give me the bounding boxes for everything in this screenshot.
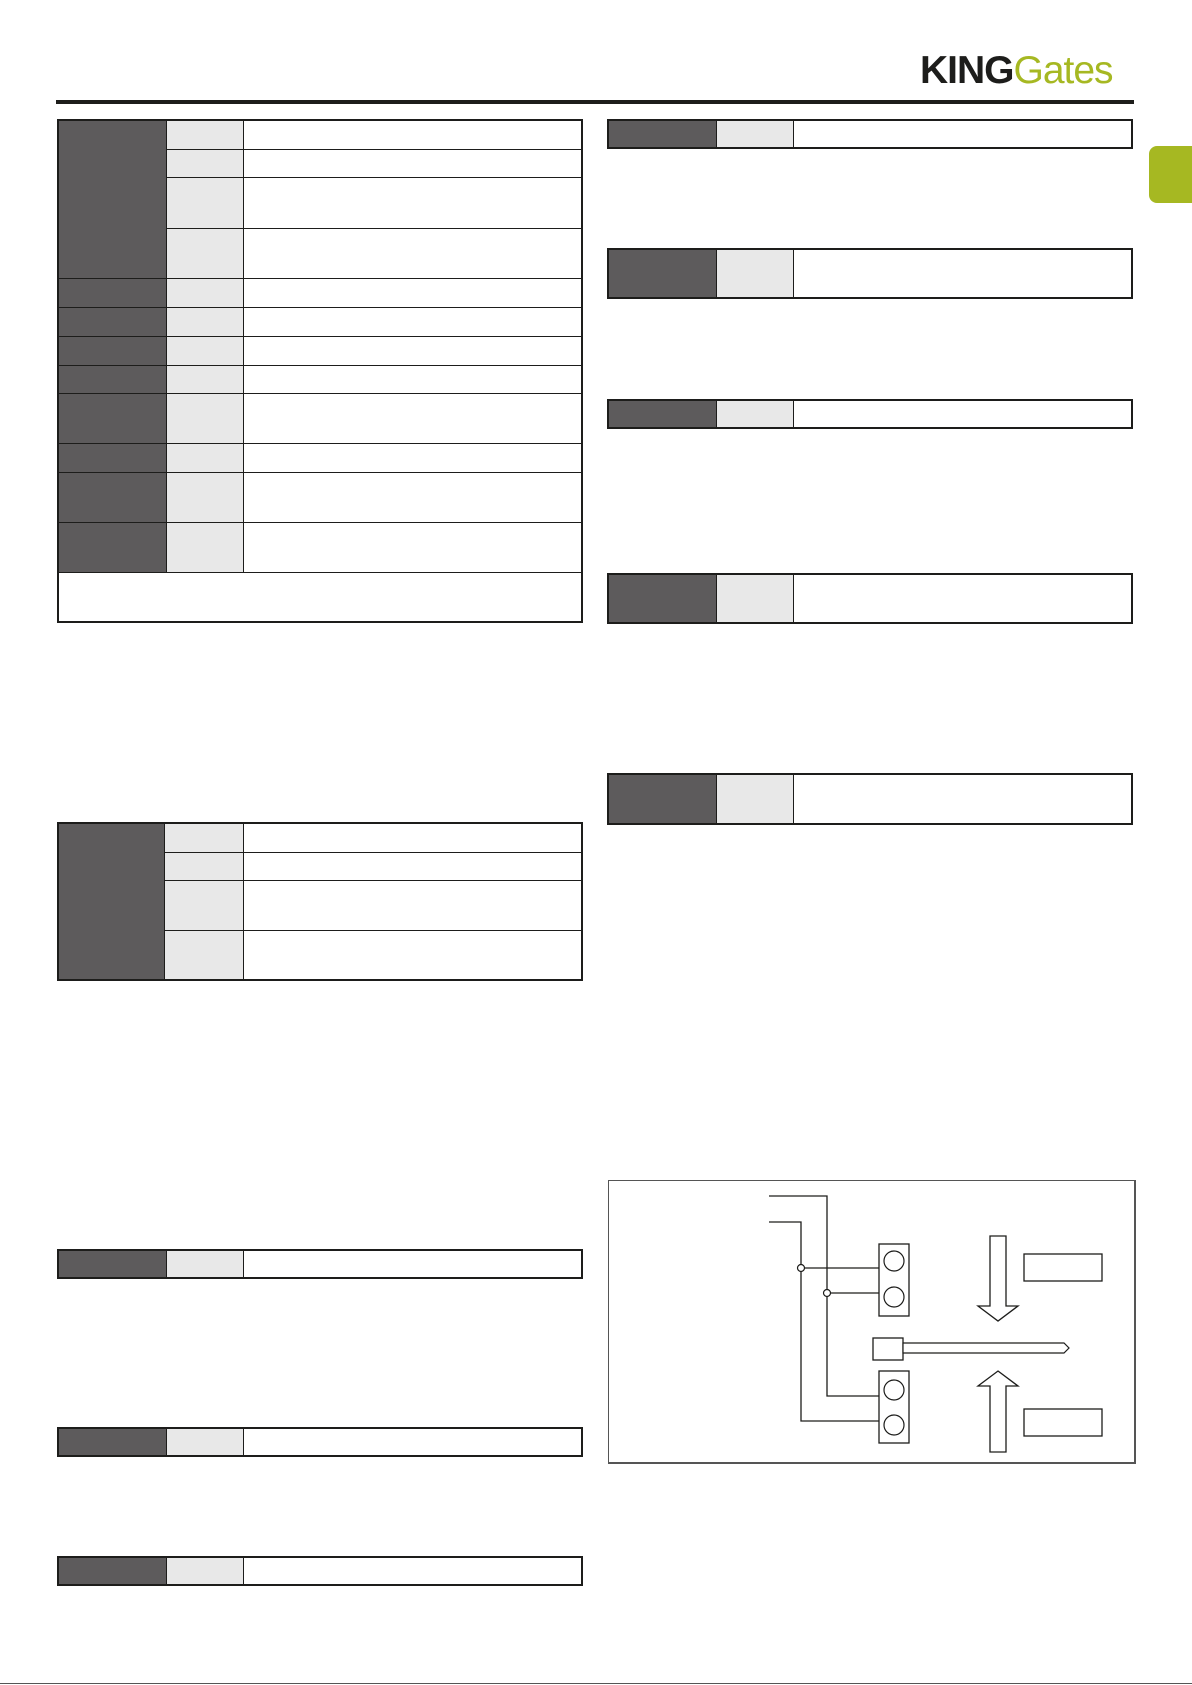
table-note-cell <box>58 572 582 622</box>
description-cell <box>243 278 582 307</box>
description-cell <box>243 443 582 472</box>
parameter-label-cell <box>58 1557 166 1585</box>
table-row <box>58 443 582 472</box>
table-row <box>58 120 582 149</box>
value-cell <box>716 774 793 824</box>
parameter-label-cell <box>608 574 716 623</box>
parameter-label-cell <box>58 1428 166 1456</box>
description-cell <box>243 522 582 572</box>
description-cell <box>243 880 582 930</box>
description-cell <box>243 1250 582 1278</box>
value-cell <box>166 149 243 177</box>
table-row <box>608 400 1132 428</box>
description-cell <box>793 774 1132 824</box>
description-cell <box>243 930 582 980</box>
table-row <box>58 365 582 393</box>
parameter-table-2 <box>57 822 583 981</box>
description-cell <box>243 120 582 149</box>
value-cell <box>164 852 243 880</box>
description-cell <box>243 472 582 522</box>
table-row <box>608 120 1132 148</box>
table-row <box>58 823 582 852</box>
value-cell <box>716 120 793 148</box>
parameter-table-1 <box>57 119 583 623</box>
parameter-label-cell <box>608 400 716 428</box>
value-cell <box>716 400 793 428</box>
parameter-label-cell <box>58 823 164 980</box>
value-cell <box>166 1557 243 1585</box>
header-rule <box>56 100 1134 104</box>
description-cell <box>243 365 582 393</box>
label-box-upper <box>1024 1254 1102 1281</box>
table-row <box>58 1250 582 1278</box>
parameter-table-5 <box>57 1556 583 1586</box>
description-cell <box>243 177 582 228</box>
value-cell <box>166 177 243 228</box>
value-cell <box>166 472 243 522</box>
parameter-table-8 <box>607 399 1133 429</box>
parameter-label-cell <box>58 336 166 365</box>
footer-rule <box>0 1683 1192 1684</box>
table-row <box>58 572 582 622</box>
kinggates-logo <box>920 50 1113 92</box>
parameter-label-cell <box>608 249 716 298</box>
table-row <box>608 574 1132 623</box>
table-row <box>58 472 582 522</box>
table-row <box>58 278 582 307</box>
description-cell <box>243 228 582 278</box>
value-cell <box>166 1428 243 1456</box>
table-row <box>58 1557 582 1585</box>
value-cell <box>166 1250 243 1278</box>
table-row <box>58 1428 582 1456</box>
switch-contact <box>884 1251 904 1271</box>
value-cell <box>166 278 243 307</box>
description-cell <box>793 400 1132 428</box>
description-cell <box>243 393 582 443</box>
parameter-table-10 <box>607 773 1133 825</box>
actuator-magnet <box>873 1338 903 1360</box>
actuator-rod <box>903 1343 1069 1353</box>
table-row <box>608 774 1132 824</box>
value-cell <box>166 307 243 336</box>
parameter-label-cell <box>608 120 716 148</box>
parameter-label-cell <box>608 774 716 824</box>
label-box-lower <box>1024 1409 1102 1436</box>
value-cell <box>166 336 243 365</box>
parameter-table-3 <box>57 1249 583 1279</box>
description-cell <box>793 574 1132 623</box>
parameter-label-cell <box>58 278 166 307</box>
description-cell <box>243 307 582 336</box>
description-cell <box>793 120 1132 148</box>
table-row <box>608 249 1132 298</box>
parameter-table-7 <box>607 248 1133 299</box>
parameter-label-cell <box>58 472 166 522</box>
description-cell <box>243 1557 582 1585</box>
value-cell <box>716 574 793 623</box>
description-cell <box>243 852 582 880</box>
table-row <box>58 522 582 572</box>
parameter-table-6 <box>607 119 1133 149</box>
junction-dot <box>798 1265 805 1272</box>
value-cell <box>166 522 243 572</box>
section-side-tab <box>1149 146 1192 203</box>
value-cell <box>164 930 243 980</box>
limit-switch-wiring-diagram <box>608 1180 1136 1464</box>
switch-contact <box>884 1415 904 1435</box>
switch-contact <box>884 1287 904 1307</box>
parameter-label-cell <box>58 365 166 393</box>
value-cell <box>164 823 243 852</box>
parameter-label-cell <box>58 393 166 443</box>
table-row <box>58 336 582 365</box>
description-cell <box>243 149 582 177</box>
description-cell <box>243 336 582 365</box>
value-cell <box>166 365 243 393</box>
value-cell <box>164 880 243 930</box>
value-cell <box>166 228 243 278</box>
junction-dot <box>824 1290 831 1297</box>
description-cell <box>243 823 582 852</box>
description-cell <box>793 249 1132 298</box>
parameter-table-4 <box>57 1427 583 1457</box>
value-cell <box>166 120 243 149</box>
parameter-label-cell <box>58 1250 166 1278</box>
switch-contact <box>884 1380 904 1400</box>
value-cell <box>166 393 243 443</box>
parameter-label-cell <box>58 307 166 336</box>
logo-part-gates: Gates <box>1013 49 1113 92</box>
table-row <box>58 307 582 336</box>
logo-part-king: KING <box>920 49 1014 92</box>
value-cell <box>166 443 243 472</box>
parameter-label-cell <box>58 120 166 278</box>
parameter-label-cell <box>58 443 166 472</box>
parameter-table-9 <box>607 573 1133 624</box>
description-cell <box>243 1428 582 1456</box>
table-row <box>58 393 582 443</box>
value-cell <box>716 249 793 298</box>
parameter-label-cell <box>58 522 166 572</box>
